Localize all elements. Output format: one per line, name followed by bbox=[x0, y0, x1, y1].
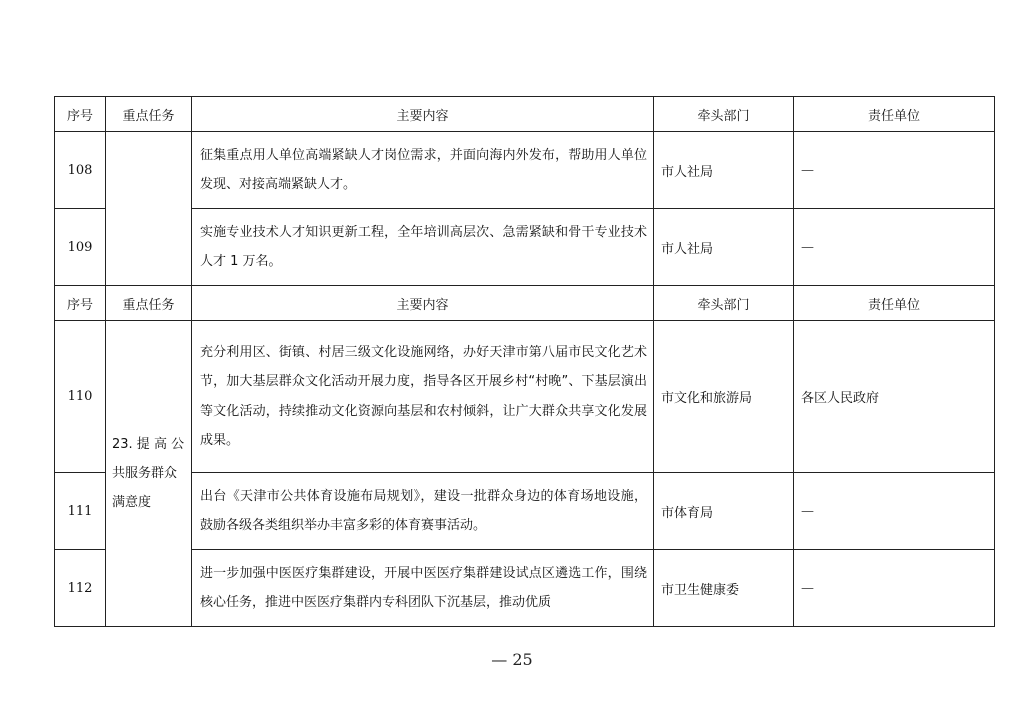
header-task: 重点任务 bbox=[106, 97, 192, 132]
task-cell-empty bbox=[106, 132, 192, 286]
task-table bbox=[54, 96, 995, 627]
table-row bbox=[55, 321, 995, 473]
header-no: 序号 bbox=[55, 286, 106, 321]
row-content: 充分利用区、街镇、村居三级文化设施网络，办好天津市第八届市民文化艺术节，加大基层群众文化活动开展力度，指导各区开展乡村“村晚”、下基层演出等文化活动，持续推动文化资源向基层和农村倾斜，让广大群众共享文化发展成果。 bbox=[192, 321, 654, 473]
header-lead: 牵头部门 bbox=[654, 97, 794, 132]
row-lead: 市体育局 bbox=[654, 473, 794, 550]
header-task: 重点任务 bbox=[106, 286, 192, 321]
header-no: 序号 bbox=[55, 97, 106, 132]
row-unit: — bbox=[794, 550, 995, 627]
row-lead: 市文化和旅游局 bbox=[654, 321, 794, 473]
row-content: 出台《天津市公共体育设施布局规划》，建设一批群众身边的体育场地设施，鼓励各级各类组织举办丰富多彩的体育赛事活动。 bbox=[192, 473, 654, 550]
header-unit: 责任单位 bbox=[794, 286, 995, 321]
table-header-row bbox=[55, 97, 995, 132]
row-no: 112 bbox=[55, 550, 106, 627]
header-content: 主要内容 bbox=[192, 286, 654, 321]
row-lead: 市卫生健康委 bbox=[654, 550, 794, 627]
row-lead: 市人社局 bbox=[654, 132, 794, 209]
header-lead: 牵头部门 bbox=[654, 286, 794, 321]
table-header-row-repeat bbox=[55, 286, 995, 321]
row-content: 实施专业技术人才知识更新工程，全年培训高层次、急需紧缺和骨干专业技术人才 1 万名。 bbox=[192, 209, 654, 286]
row-no: 109 bbox=[55, 209, 106, 286]
row-no: 108 bbox=[55, 132, 106, 209]
row-unit: — bbox=[794, 473, 995, 550]
row-unit: 各区人民政府 bbox=[794, 321, 995, 473]
header-content: 主要内容 bbox=[192, 97, 654, 132]
row-lead: 市人社局 bbox=[654, 209, 794, 286]
header-unit: 责任单位 bbox=[794, 97, 995, 132]
row-no: 111 bbox=[55, 473, 106, 550]
row-no: 110 bbox=[55, 321, 106, 473]
table-row bbox=[55, 132, 995, 209]
table-row bbox=[55, 550, 995, 627]
row-content: 进一步加强中医医疗集群建设，开展中医医疗集群建设试点区遴选工作，围绕核心任务，推进中医医疗集群内专科团队下沉基层，推动优质 bbox=[192, 550, 654, 627]
table-row bbox=[55, 473, 995, 550]
row-unit: — bbox=[794, 132, 995, 209]
task-cell-23: 23. 提 高 公共服务群众满意度 bbox=[106, 321, 192, 627]
page-number: — 25 bbox=[491, 650, 533, 669]
row-content: 征集重点用人单位高端紧缺人才岗位需求，并面向海内外发布，帮助用人单位发现、对接高端紧缺人才。 bbox=[192, 132, 654, 209]
table-row bbox=[55, 209, 995, 286]
row-unit: — bbox=[794, 209, 995, 286]
